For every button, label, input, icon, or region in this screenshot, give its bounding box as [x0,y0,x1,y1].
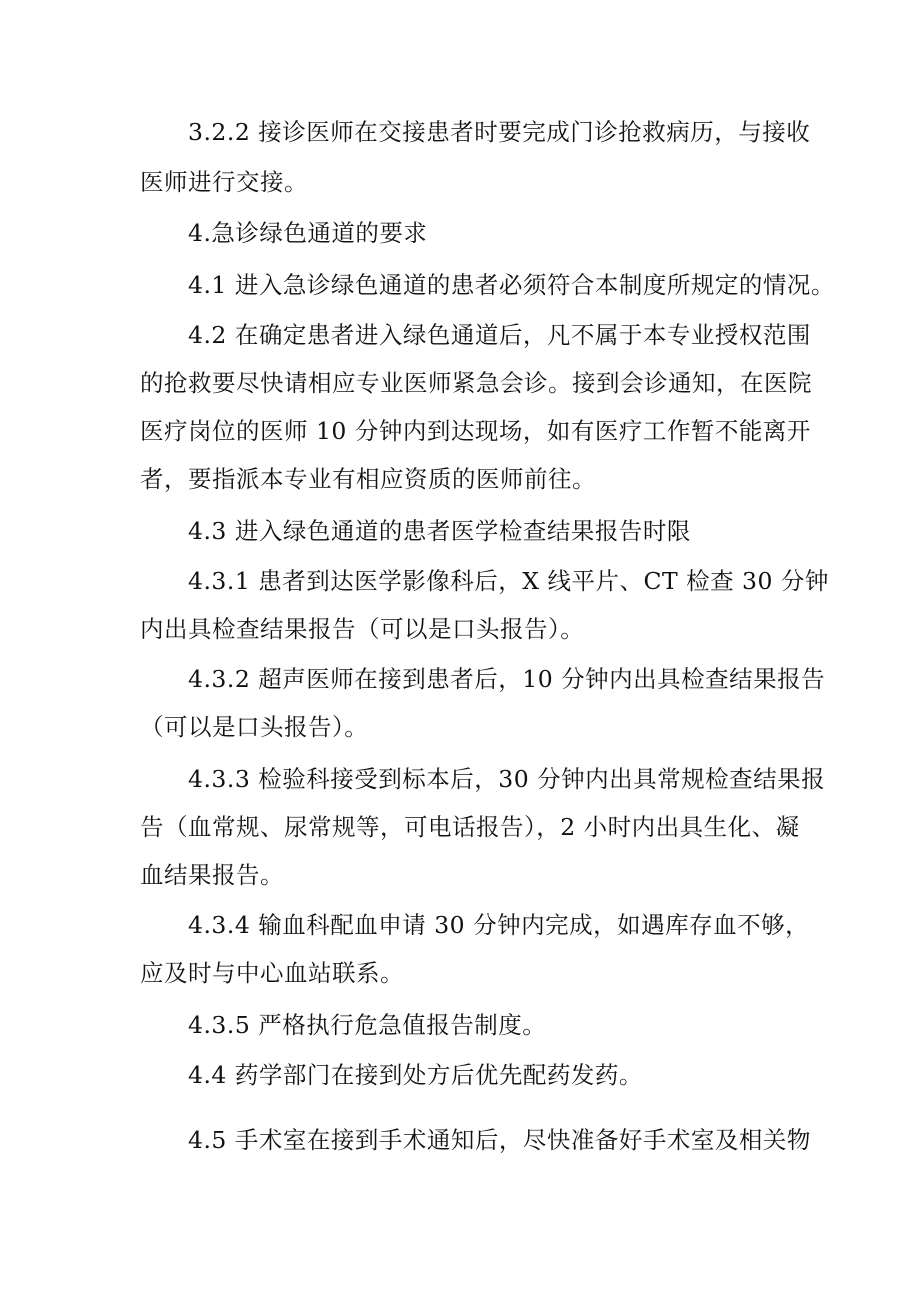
text-line: 医疗岗位的医师 10 分钟内到达现场，如有医疗工作暂不能离开 [140,417,811,445]
text-line: （可以是口头报告）。 [140,713,369,741]
text-line: 医师进行交接。 [140,168,308,196]
text-line: 4.2 在确定患者进入绿色通道后，凡不属于本专业授权范围 [188,321,811,349]
text-line: 4.1 进入急诊绿色通道的患者必须符合本制度所规定的情况。 [188,271,835,299]
text-line: 应及时与中心血站联系。 [140,959,404,987]
text-line: 4.4 药学部门在接到处方后优先配药发药。 [188,1061,643,1089]
text-line: 内出具检查结果报告（可以是口头报告）。 [140,615,585,643]
text-line: 者，要指派本专业有相应资质的医师前往。 [140,465,596,493]
text-line: 4.3.2 超声医师在接到患者后，10 分钟内出具检查结果报告 [188,665,826,693]
text-line: 3.2.2 接诊医师在交接患者时要完成门诊抢救病历，与接收 [188,118,811,146]
text-line: 4.3.4 输血科配血申请 30 分钟内完成，如遇库存血不够， [188,911,810,939]
text-line: 血结果报告。 [140,861,284,889]
text-line: 4.3.5 严格执行危急值报告制度。 [188,1011,547,1039]
text-line: 4.3.1 患者到达医学影像科后，X 线平片、CT 检查 30 分钟 [188,567,829,595]
text-line: 告（血常规、尿常规等，可电话报告），2 小时内出具生化、凝 [140,813,800,841]
text-line: 4.5 手术室在接到手术通知后，尽快准备好手术室及相关物 [188,1126,811,1154]
text-line: 4.3 进入绿色通道的患者医学检查结果报告时限 [188,517,691,545]
text-line: 的抢救要尽快请相应专业医师紧急会诊。接到会诊通知，在医院 [140,369,812,397]
section-heading: 4.急诊绿色通道的要求 [188,219,428,247]
text-line: 4.3.3 检验科接受到标本后，30 分钟内出具常规检查结果报 [188,765,826,793]
